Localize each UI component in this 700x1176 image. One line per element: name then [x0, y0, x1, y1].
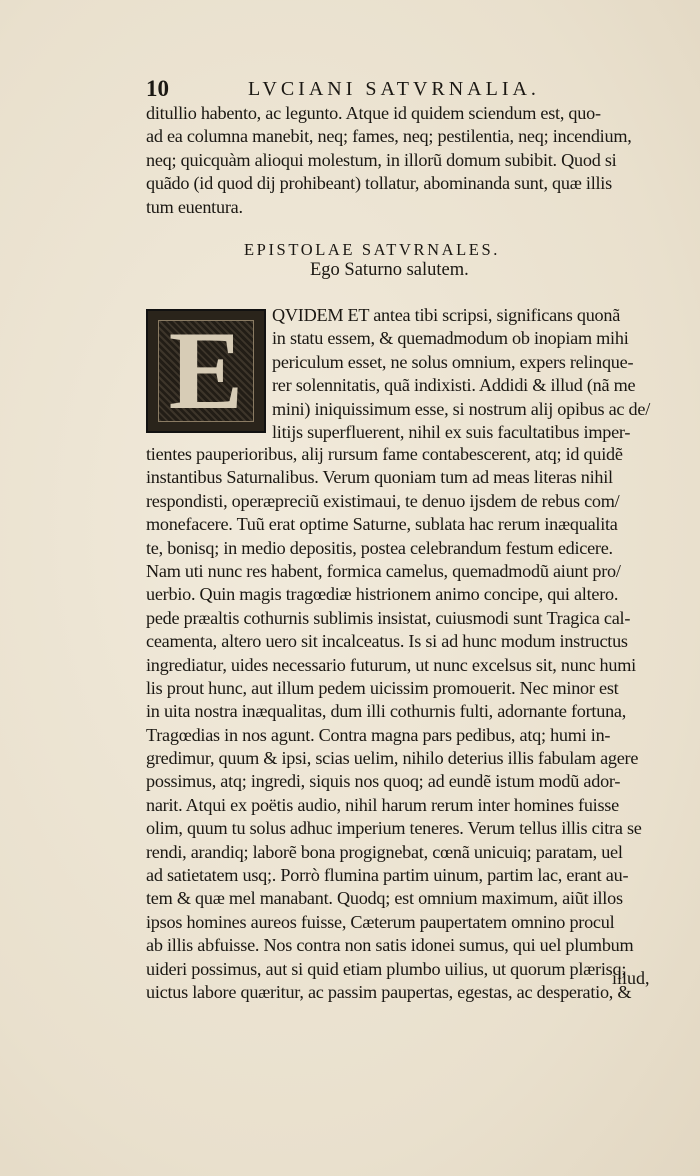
text-line: ingrediatur, uides necessario futurum, ut nunc excelsus sit, nunc humi	[146, 654, 636, 675]
text-line: narit. Atqui ex poëtis audio, nihil harum rerum inter homines fuisse	[146, 794, 619, 815]
running-title: LVCIANI SATVRNALIA.	[248, 78, 540, 100]
text-line: ipsos homines aureos fuisse, Cæterum paupertatem omnino procul	[146, 911, 615, 932]
body-paragraph	[146, 443, 642, 1004]
text-line: ad satietatem usq;. Porrò flumina partim uinum, partim lac, erant au-	[146, 865, 629, 886]
text-line: in statu essem, & quemadmodum ob inopiam mihi	[272, 328, 629, 349]
text-line: uerbio. Quin magis tragœdiæ histrionem animo concipe, qui altero.	[146, 584, 619, 605]
text-line: in uita nostra inæqualitas, dum illi cothurnis fulti, adornante fortuna,	[146, 701, 627, 722]
text-line: instantibus Saturnalibus. Verum quoniam tum ad meas literas nihil	[146, 467, 613, 488]
text-line: lis prout hunc, aut illum pedem uicissim promouerit. Nec minor est	[146, 677, 619, 698]
text-line: QVIDEM ET antea tibi scripsi, significans quonã	[272, 305, 621, 325]
text-line: te, bonisq; in medio depositis, postea celebrandum festum edicere.	[146, 537, 613, 558]
text-line: olim, quum tu solus adhuc imperium teneres. Verum tellus illis citra se	[146, 818, 642, 839]
text-line: Tragœdias in nos agunt. Contra magna pars pedibus, atq; humi in-	[146, 724, 611, 745]
section-heading: EPISTOLAE SATVRNALES.	[244, 240, 500, 259]
catchword: illud,	[612, 968, 650, 988]
text-line: neq; quicquàm alioqui molestum, in illorũ domum subibit. Quod si	[146, 149, 617, 170]
decorated-initial	[146, 309, 266, 433]
text-line: litijs superfluerent, nihil ex suis facultatibus imper-	[272, 421, 631, 442]
text-line: ceamenta, altero uero sit incalceatus. Is si ad hunc modum instructus	[146, 631, 628, 652]
text-line: ditullio habento, ac legunto. Atque id quidem sciendum est, quo-	[146, 103, 601, 123]
text-line: quãdo (id quod dij prohibeant) tollatur, abominanda sunt, quæ illis	[146, 173, 612, 194]
text-line: uictus labore quæritur, ac passim paupertas, egestas, ac desperatio, &	[146, 981, 632, 1002]
text-line: tem & quæ mel manabant. Quodq; est omnium maximum, aiũt illos	[146, 888, 623, 909]
text-line: mini) iniquissimum esse, si nostrum alij opibus ac de/	[272, 398, 651, 419]
opening-paragraph	[146, 102, 632, 219]
text-line: monefacere. Tuũ erat optime Saturne, sublata hac rerum inæqualita	[146, 514, 618, 535]
text-line: ad ea columna manebit, neq; fames, neq; pestilentia, neq; incendium,	[146, 126, 632, 147]
initial-letter: E	[168, 309, 244, 433]
text-line: ab illis abfuisse. Nos contra non satis idonei sumus, qui uel plumbum	[146, 935, 634, 956]
text-line: pede præaltis cothurnis sublimis insistat, cuiusmodi sunt Tragica cal-	[146, 607, 631, 628]
initial-paragraph-lines	[272, 304, 650, 444]
text-line: tum euentura.	[146, 196, 243, 217]
folio-number: 10	[146, 76, 169, 101]
text-line: rer solennitatis, quã indixisti. Addidi & illud (nã me	[272, 375, 636, 396]
text-line: possimus, atq; ingredi, siquis nos quoq; ad eundẽ istum modũ ador-	[146, 771, 621, 792]
text-line: rendi, arandiq; laborẽ bona progignebat, cœnã unicuiq; paratam, uel	[146, 841, 623, 862]
text-line: periculum esset, ne solus omnium, expers relinque-	[272, 351, 634, 372]
salutation: Ego Saturno salutem.	[310, 260, 469, 280]
text-line: Nam uti nunc res habent, formica camelus, quemadmodũ aiunt pro/	[146, 560, 621, 581]
text-line: gredimur, quum & ipsi, scias uelim, nihilo deterius illis fabulam agere	[146, 748, 639, 769]
text-line: uideri possimus, aut si quid etiam plumbo uilius, ut quorum plærisq;	[146, 958, 627, 979]
text-line: respondisti, operæpreciũ existimaui, te denuo ijsdem de rebus com/	[146, 490, 620, 511]
text-line: tientes pauperioribus, alij rursum fame contabescerent, atq; id quidẽ	[146, 444, 623, 464]
